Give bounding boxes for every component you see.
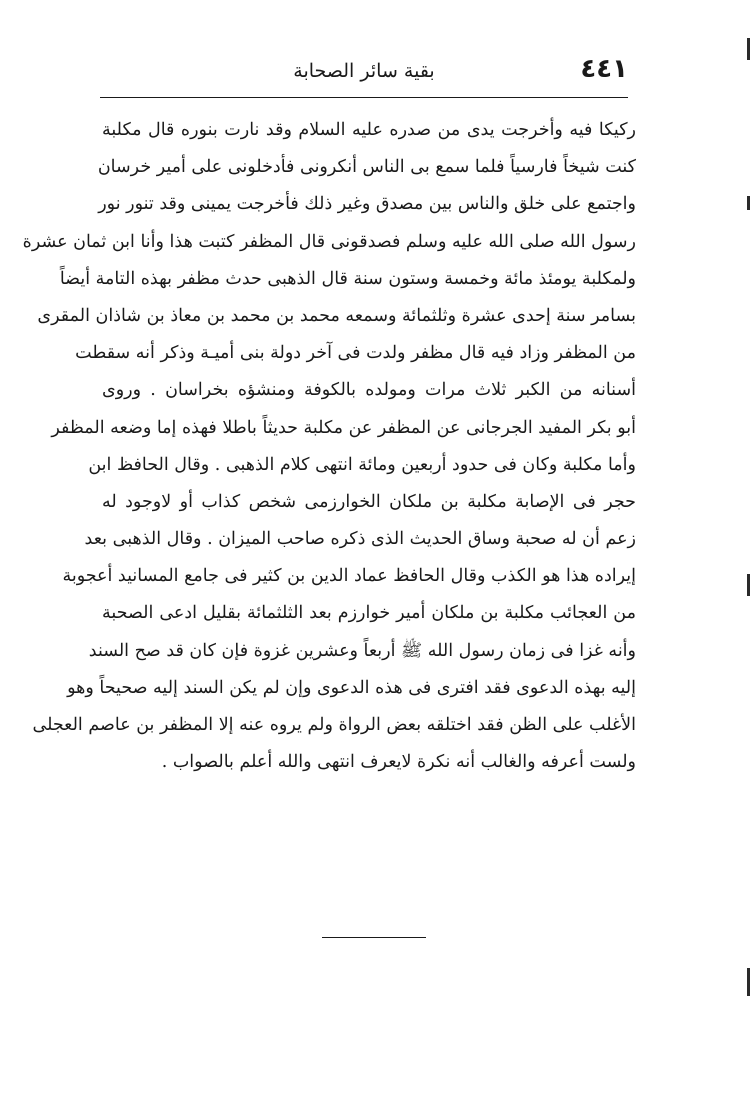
text-line: أسنانه من الكبر ثلاث مرات ومولده بالكوفة ومنشؤه بخراسان . وروى — [102, 380, 636, 401]
header-rule — [100, 97, 628, 98]
text-line: وأنه غزا فى زمان رسول الله ﷺ أربعاً وعشرين غزوة فإن كان قد صح السند — [88, 640, 636, 661]
text-line-last: ولست أعرفه والغالب أنه نكرة لايعرف انتهى والله أعلم بالصواب . — [161, 752, 636, 773]
body-text — [22, 112, 636, 781]
scan-edge-mark — [747, 196, 750, 210]
text-line: من المظفر وزاد فيه قال مظفر ولدت فى آخر دولة بنى أميـة وذكر أنه سقطت — [75, 343, 636, 364]
page-number: ٤٤١ — [580, 54, 628, 84]
scan-edge-mark — [747, 38, 750, 60]
text-line: واجتمع على خلق والناس بين مصدق وغير ذلك فأخرجت يمينى وقد تنور نور — [98, 194, 636, 215]
text-line: ولمكلبة يومئذ مائة وخمسة وستون سنة قال الذهبى حدث مظفر بهذه التامة أيضاً — [59, 268, 636, 289]
text-line: بسامر سنة إحدى عشرة وثلثمائة وسمعه محمد بن محمد بن معاذ بن شاذان المقرى — [37, 305, 636, 326]
running-title: بقية سائر الصحابة — [293, 60, 435, 82]
text-line: الأغلب على الظن فقد اختلقه بعض الرواة ولم يروه عنه إلا المظفر بن عاصم العجلى — [32, 715, 636, 735]
text-line: وأما مكلبة وكان فى حدود أربعين ومائة انتهى كلام الذهبى . وقال الحافظ ابن — [88, 454, 636, 475]
text-line: رسول الله صلى الله عليه وسلم فصدقونى قال المظفر كتبت هذا وأنا ابن ثمان عشرة — [22, 231, 636, 252]
page-header — [100, 52, 628, 96]
text-line: إيراده هذا هو الكذب وقال الحافظ عماد الدين بن كثير فى جامع المسانيد أعجوبة — [62, 566, 636, 587]
text-line: حجر فى الإصابة مكلبة بن ملكان الخوارزمى شخص كذاب أو لاوجود له — [102, 491, 636, 512]
text-line: ركيكا فيه وأخرجت يدى من صدره عليه السلام وقد نارت بنوره قال مكلبة — [102, 120, 636, 140]
text-line: كنت شيخاً فارسياً فلما سمع بى الناس أنكرونى فأدخلونى على أمير خرسان — [97, 157, 636, 178]
text-line: من العجائب مكلبة بن ملكان أمير خوارزم بعد الثلثمائة بقليل ادعى الصحبة — [102, 603, 636, 624]
text-line: أبو بكر المفيد الجرجانى عن المظفر عن مكلبة حديثاً باطلا فهذه إما وضعه المظفر — [51, 417, 636, 438]
text-line: إليه بهذه الدعوى فقد افترى فى هذه الدعوى وإن لم يكن السند إليه صحيحاً وهو — [67, 677, 636, 698]
text-line: زعم أن له صحبة وساق الحديث الذى ذكره صاحب الميزان . وقال الذهبى بعد — [84, 529, 636, 550]
scan-edge-mark — [747, 574, 750, 596]
end-rule — [322, 937, 426, 938]
scan-edge-mark — [747, 968, 750, 996]
